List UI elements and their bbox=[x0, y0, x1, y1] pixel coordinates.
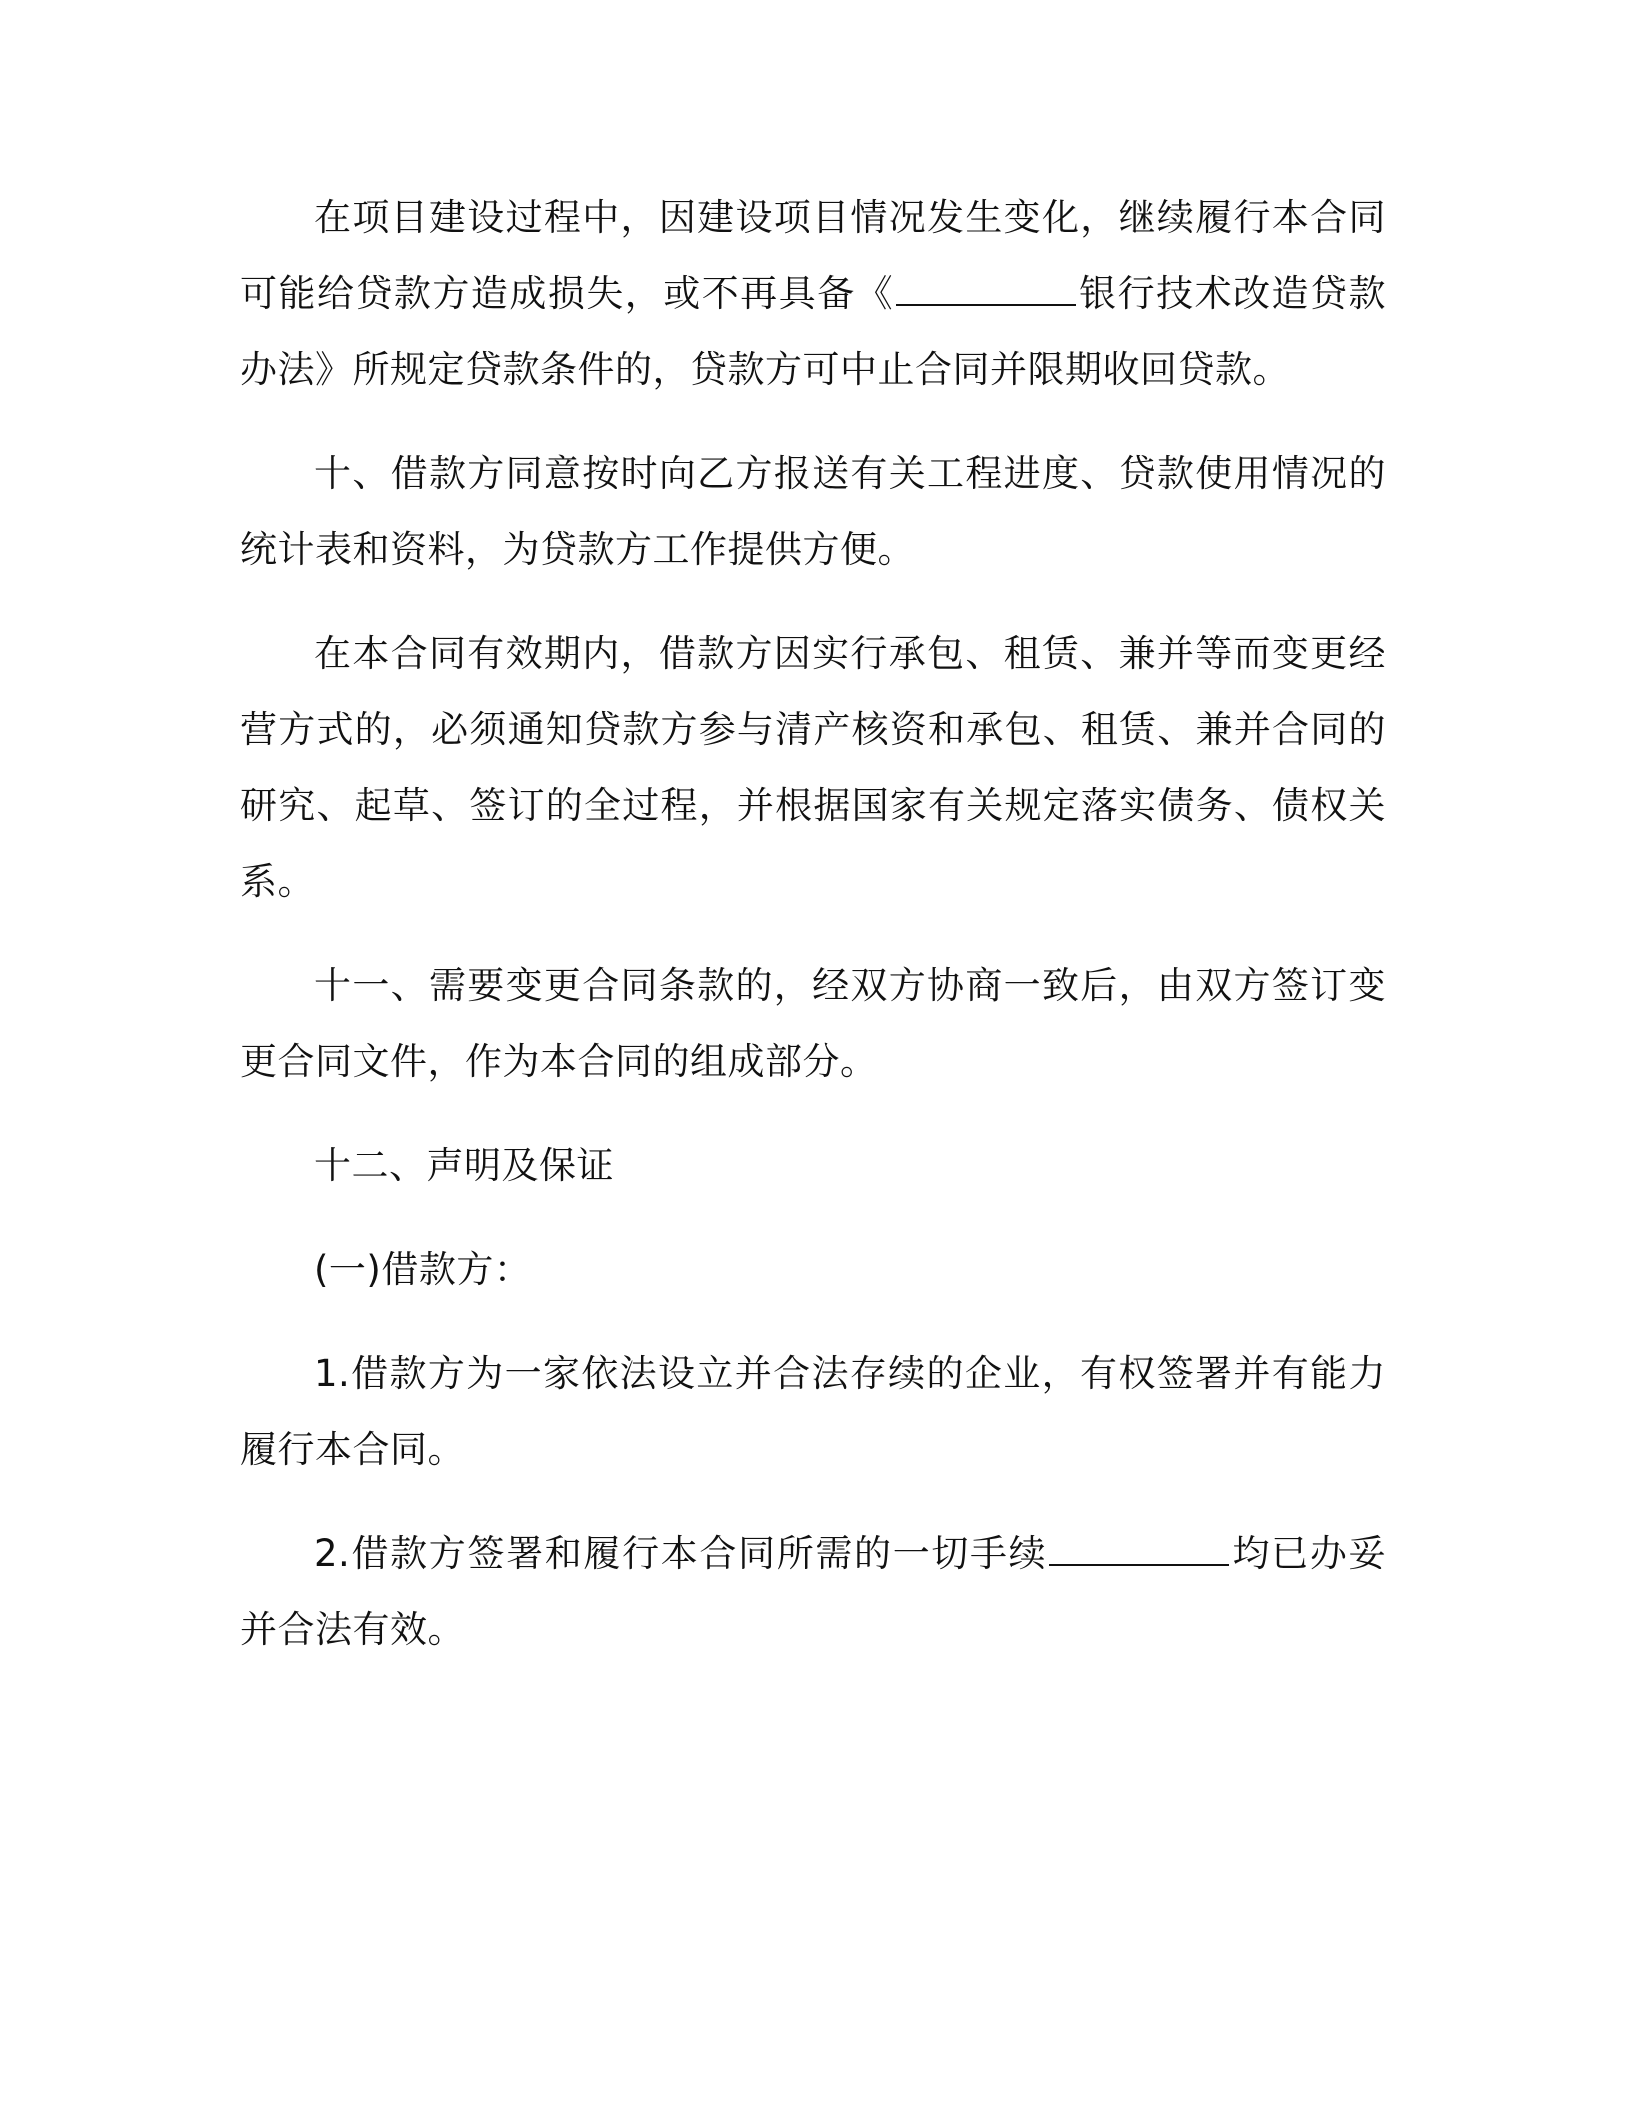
paragraph-business-change: 在本合同有效期内，借款方因实行承包、租赁、兼并等而变更经营方式的，必须通知贷款方参与清产核资和承包、租赁、兼并合同的研究、起草、签订的全过程，并根据国家有关规定落实债务、债权关系。 bbox=[240, 632, 1386, 903]
fill-in-blank[interactable] bbox=[1049, 1525, 1229, 1566]
paragraph-text: 银行技术改造贷款办法》所规定贷款条件的，贷款方可中止合同并限期收回贷款。 bbox=[240, 272, 1387, 391]
paragraph-project-change bbox=[240, 180, 1386, 408]
paragraph-text: 在项目建设过程中，因建设项目情况发生变化，继续履行本合同可能给贷款方造成损失，或不再具备《 bbox=[240, 196, 1386, 315]
paragraph-borrower-heading: (一)借款方： bbox=[314, 1248, 532, 1291]
paragraph-warranty-2 bbox=[240, 1516, 1386, 1668]
fill-in-blank[interactable] bbox=[896, 265, 1076, 306]
paragraph-text: 2.借款方签署和履行本合同所需的一切手续 bbox=[314, 1532, 1048, 1575]
paragraph-warranty-1: 1.借款方为一家依法设立并合法存续的企业，有权签署并有能力履行本合同。 bbox=[240, 1352, 1386, 1471]
paragraph-clause-11: 十一、需要变更合同条款的，经双方协商一致后，由双方签订变更合同文件，作为本合同的组成部分。 bbox=[240, 964, 1386, 1083]
paragraph-clause-12-heading: 十二、声明及保证 bbox=[314, 1144, 614, 1187]
document-body bbox=[240, 180, 1386, 1696]
paragraph-clause-10: 十、借款方同意按时向乙方报送有关工程进度、贷款使用情况的统计表和资料，为贷款方工作提供方便。 bbox=[240, 452, 1386, 571]
paragraph-text: 均已办妥并合法有效。 bbox=[240, 1532, 1387, 1651]
